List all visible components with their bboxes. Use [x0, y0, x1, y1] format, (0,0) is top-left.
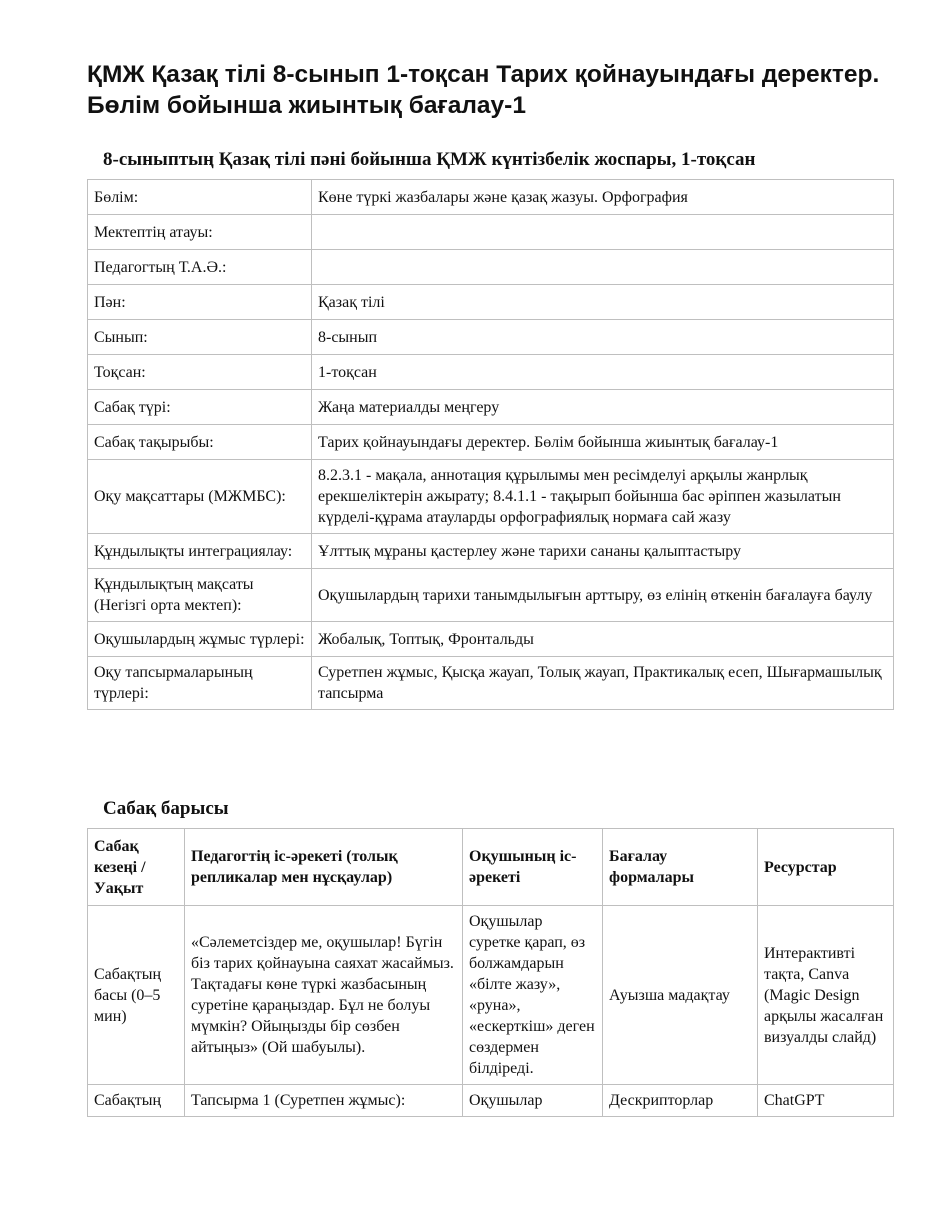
header-teacher: Педагогтің іс-әрекеті (толық репликалар мен нұсқаулар) [185, 829, 463, 906]
info-label: Сабақ түрі: [88, 390, 312, 425]
table-row [88, 215, 894, 250]
cell-assessment: Ауызша мадақтау [603, 906, 758, 1085]
table-row [88, 355, 894, 390]
table-row [88, 569, 894, 622]
table-row [88, 180, 894, 215]
info-value: 8-сынып [312, 320, 894, 355]
info-value: Суретпен жұмыс, Қысқа жауап, Толық жауап, Практикалық есеп, Шығармашылық тапсырма [312, 657, 894, 710]
info-value [312, 215, 894, 250]
cell-student: Оқушылар [463, 1085, 603, 1117]
header-stage: Сабақ кезеңі / Уақыт [88, 829, 185, 906]
info-value: Жаңа материалды меңгеру [312, 390, 894, 425]
document-title: ҚМЖ Қазақ тілі 8-сынып 1-тоқсан Тарих қойнауындағы деректер. Бөлім бойынша жиынтық бағалау-1 [87, 61, 880, 119]
info-value [312, 250, 894, 285]
info-value: Қазақ тілі [312, 285, 894, 320]
info-value: Тарих қойнауындағы деректер. Бөлім бойынша жиынтық бағалау-1 [312, 425, 894, 460]
info-label: Оқу мақсаттары (МЖМБС): [88, 460, 312, 534]
cell-stage: Сабақтың [88, 1085, 185, 1117]
info-label: Тоқсан: [88, 355, 312, 390]
info-label: Оқу тапсырмаларының түрлері: [88, 657, 312, 710]
info-label: Мектептің атауы: [88, 215, 312, 250]
table-row [88, 285, 894, 320]
table-row [88, 250, 894, 285]
table-header-row [88, 829, 894, 906]
info-label: Сабақ тақырыбы: [88, 425, 312, 460]
cell-assessment: Дескрипторлар [603, 1085, 758, 1117]
table-row [88, 390, 894, 425]
info-label: Оқушылардың жұмыс түрлері: [88, 622, 312, 657]
info-label: Пән: [88, 285, 312, 320]
table-row [88, 425, 894, 460]
header-assessment: Бағалау формалары [603, 829, 758, 906]
info-label: Педагогтың Т.А.Ә.: [88, 250, 312, 285]
table-row [88, 1085, 894, 1117]
lesson-table [87, 828, 894, 1117]
header-resources: Ресурстар [758, 829, 894, 906]
table-row [88, 534, 894, 569]
cell-teacher: «Сәлеметсіздер ме, оқушылар! Бүгін біз тарих қойнауына саяхат жасаймыз. Тақтадағы көне түркі жазбасының суретіне қараңыздар. Бұл не болуы мүмкін? Ойыңызды бір сөзбен айтыңыз» (Ой шабуылы). [185, 906, 463, 1085]
info-value: Ұлттық мұраны қастерлеу және тарихи сананы қалыптастыру [312, 534, 894, 569]
cell-resources: ChatGPT [758, 1085, 894, 1117]
info-value: 8.2.3.1 - мақала, аннотация құрылымы мен ресімделуі арқылы жанрлық ерекшеліктерін ажырату; 8.4.1.1 - тақырып бойынша бас әріппен жазылатын күрделі-құрама атауларды орфографиялық нормаға сай жазу [312, 460, 894, 534]
info-value: Оқушылардың тарихи танымдылығын арттыру, өз елінің өткенін бағалауға баулу [312, 569, 894, 622]
info-value: Жобалық, Топтық, Фронтальды [312, 622, 894, 657]
info-label: Бөлім: [88, 180, 312, 215]
table-row [88, 320, 894, 355]
plan-heading: 8-сыныптың Қазақ тілі пәні бойынша ҚМЖ күнтізбелік жоспары, 1-тоқсан [103, 149, 756, 170]
info-label: Құндылықты интеграциялау: [88, 534, 312, 569]
info-label: Сынып: [88, 320, 312, 355]
cell-stage: Сабақтың басы (0–5 мин) [88, 906, 185, 1085]
table-row [88, 622, 894, 657]
cell-teacher: Тапсырма 1 (Суретпен жұмыс): [185, 1085, 463, 1117]
header-student: Оқушының іс-әрекеті [463, 829, 603, 906]
plan-info-table [87, 179, 894, 710]
info-value: 1-тоқсан [312, 355, 894, 390]
lesson-heading: Сабақ барысы [103, 798, 229, 819]
info-label: Құндылықтың мақсаты (Негізгі орта мектеп): [88, 569, 312, 622]
table-row [88, 906, 894, 1085]
cell-student: Оқушылар суретке қарап, өз болжамдарын «білте жазу», «руна», «ескерткіш» деген сөздермен білдіреді. [463, 906, 603, 1085]
table-row [88, 460, 894, 534]
table-row [88, 657, 894, 710]
info-value: Көне түркі жазбалары және қазақ жазуы. Орфография [312, 180, 894, 215]
cell-resources: Интерактивті тақта, Canva (Magic Design арқылы жасалған визуалды слайд) [758, 906, 894, 1085]
